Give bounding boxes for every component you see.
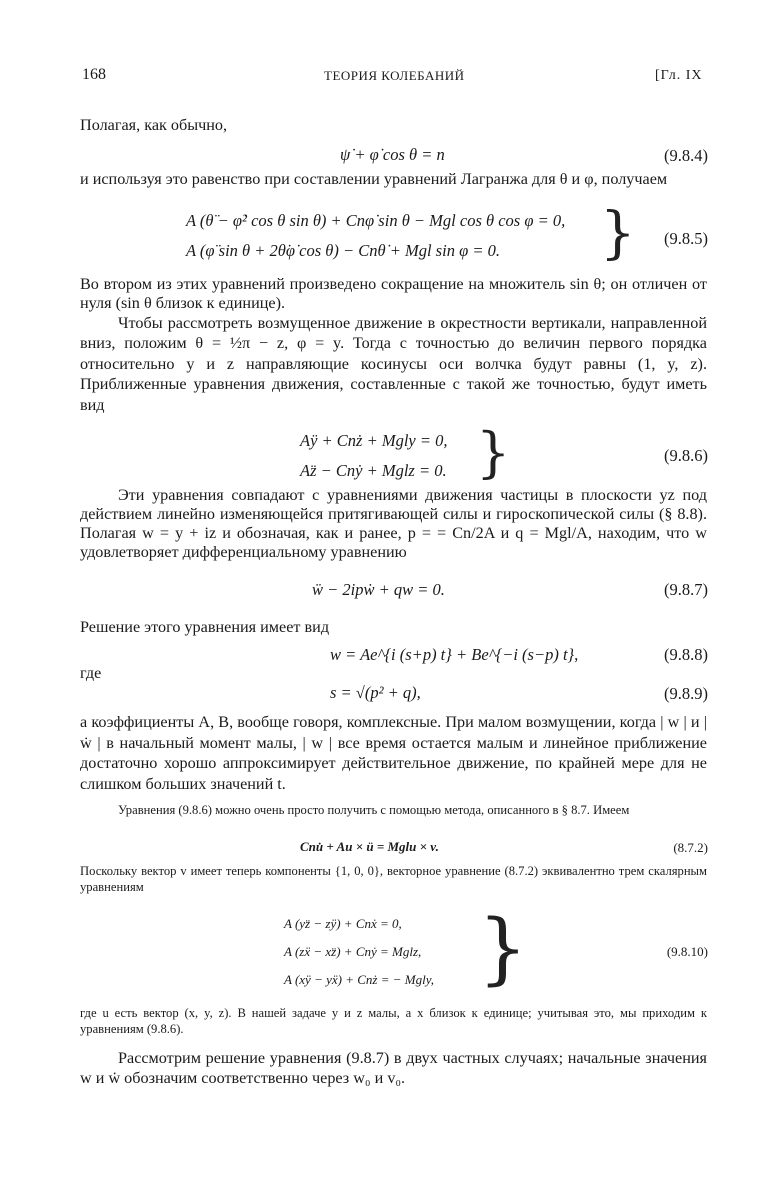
- equation-9-8-7: ẅ − 2ipẇ + qw = 0.: [312, 580, 445, 599]
- equation-9-8-8: w = Ae^{i (s+p) t} + Be^{−i (s−p) t},: [330, 645, 579, 664]
- small-print-paragraph: где u есть вектор (x, y, z). В нашей задаче y и z малы, а x близок к единице; учитывая это, мы приходим к уравнениям (9.8.6).: [80, 1006, 707, 1036]
- small-print-paragraph: Уравнения (9.8.6) можно очень просто получить с помощью метода, описанного в § 8.7. Имеем: [118, 803, 630, 817]
- running-title: ТЕОРИЯ КОЛЕБАНИЙ: [324, 68, 465, 83]
- paragraph: Рассмотрим решение уравнения (9.8.7) в двух частных случаях; начальные значения w и ẇ обозначим соответственно через w₀ и v₀.: [80, 1049, 707, 1087]
- equation-9-8-10-line-2: A (zẍ − xz̈) + Cnẏ = Mglz,: [284, 944, 422, 959]
- equation-number: (9.8.5): [664, 229, 708, 248]
- paragraph: и используя это равенство при составлении уравнений Лагранжа для θ и φ, получаем: [80, 170, 668, 188]
- paragraph: Полагая, как обычно,: [80, 116, 228, 134]
- paragraph: Чтобы рассмотреть возмущенное движение в окрестности вертикали, направленной вниз, положим θ = ½π − z, φ = y. Тогда с точностью до величин первого порядка относительно y и z направляющие косинусы оси волчка будут равны (1, y, z). Приближенные уравнения движения, составленные с такой же точностью, будут иметь вид: [80, 314, 707, 414]
- equation-number: (9.8.7): [664, 580, 708, 599]
- brace-icon: }: [600, 201, 636, 266]
- equation-9-8-9: s = √(p² + q),: [330, 683, 421, 702]
- equation-9-8-10-line-1: A (yz̈ − zÿ) + Cnẋ = 0,: [284, 916, 402, 931]
- paragraph: Решение этого уравнения имеет вид: [80, 618, 330, 636]
- equation-number: (8.7.2): [673, 840, 708, 855]
- chapter-label: [Гл. IX: [655, 68, 703, 83]
- brace-icon: }: [476, 421, 511, 484]
- equation-9-8-6-line-2: Az̈ − Cnẏ + Mglz = 0.: [300, 461, 447, 480]
- page-number: 168: [82, 66, 106, 83]
- equation-number: (9.8.6): [664, 446, 708, 465]
- small-print-paragraph: Поскольку вектор v имеет теперь компоненты {1, 0, 0}, векторное уравнение (8.7.2) эквивалентно трем скалярным уравнениям: [80, 864, 707, 894]
- paragraph: а коэффициенты A, B, вообще говоря, комплексные. При малом возмущении, когда | w | и | ẇ | в начальный момент малы, | w | все время остается малым и линейное приближение достаточно хорошо аппроксимирует действительное движение, по крайней мере для не слишком больших значений t.: [80, 713, 707, 793]
- equation-8-7-2: Cnu̇ + Au × ü = Mglu × v.: [300, 839, 439, 854]
- equation-number: (9.8.4): [664, 146, 708, 165]
- paragraph: Во втором из этих уравнений произведено сокращение на множитель sin θ; он отличен от нуля (sin θ близок к единице).: [80, 275, 707, 312]
- equation-9-8-10-line-3: A (xÿ − yẍ) + Cnż = − Mgly,: [284, 972, 435, 987]
- equation-number: (9.8.8): [664, 645, 708, 664]
- equation-9-8-5-line-2: A (φ̈ sin θ + 2θ̇φ̇ cos θ) − Cnθ̇ + Mgl sin φ = 0.: [186, 241, 500, 260]
- paragraph: Эти уравнения совпадают с уравнениями движения частицы в плоскости yz под действием линейно изменяющейся притягивающей силы и гироскопической силы (§ 8.8). Полагая w = y + iz и обозначая, как и ранее, p = = Cn/2A и q = Mgl/A, находим, что w удовлетворяет дифференциальному уравнению: [80, 486, 707, 561]
- equation-9-8-4: ψ̇ + φ̇ cos θ = n: [340, 145, 445, 164]
- equation-9-8-5-line-1: A (θ̈ − φ̇² cos θ sin θ) + Cnφ̇ sin θ − Mgl cos θ cos φ = 0,: [186, 211, 566, 230]
- brace-icon: }: [478, 904, 528, 994]
- equation-9-8-6-line-1: Aÿ + Cnż + Mgly = 0,: [300, 431, 448, 450]
- paragraph: где: [80, 664, 102, 682]
- equation-number: (9.8.9): [664, 684, 708, 703]
- equation-number: (9.8.10): [666, 944, 708, 959]
